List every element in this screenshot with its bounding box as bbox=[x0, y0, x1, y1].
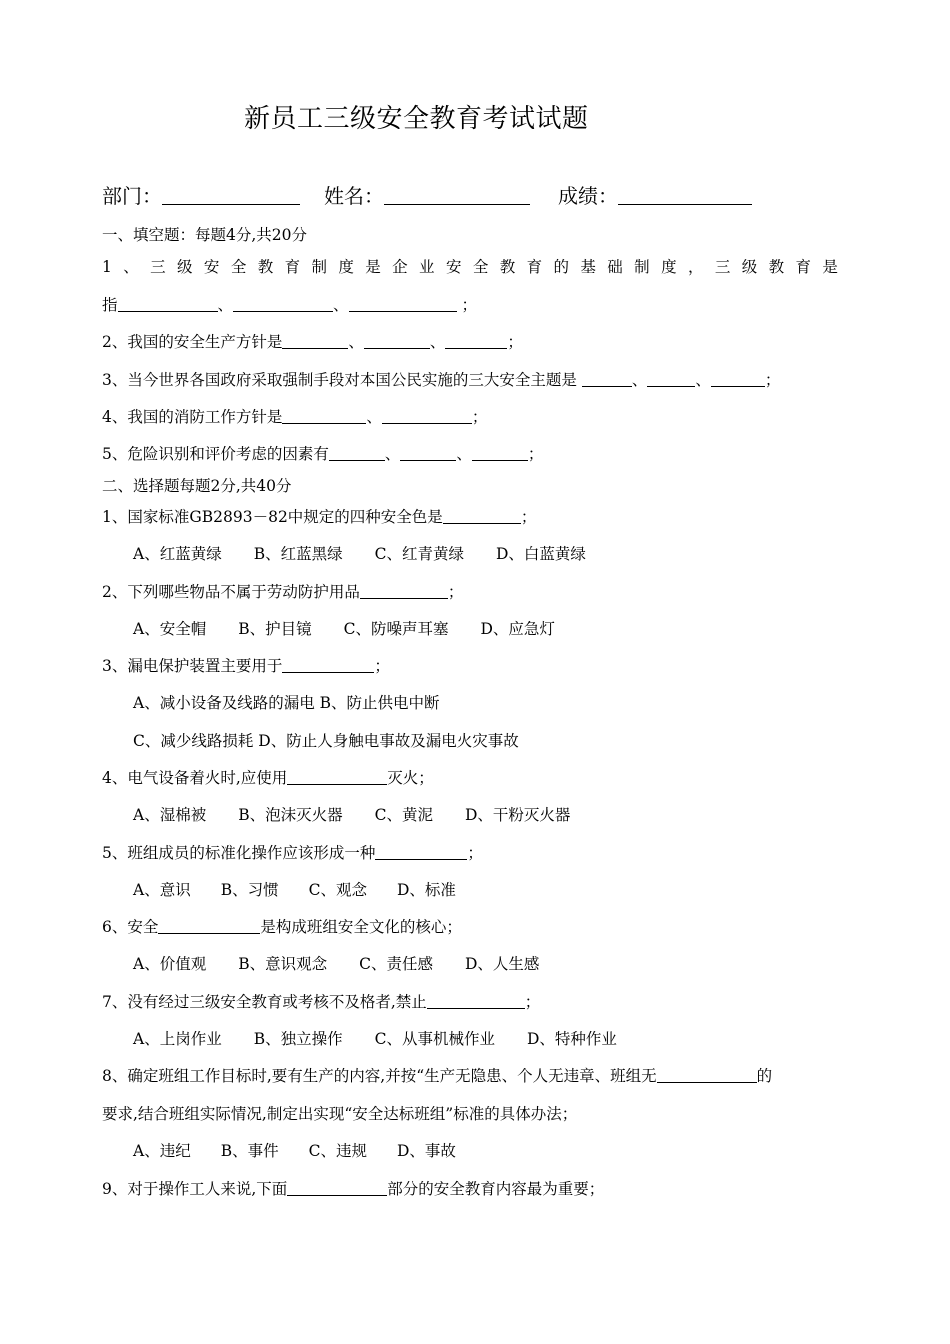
page-title: 新员工三级安全教育考试试题 bbox=[244, 104, 589, 134]
answer-blank[interactable] bbox=[158, 918, 260, 934]
s2-q8-line1: 8、确定班组工作目标时,要有生产的内容,并按“生产无隐患、个人无违章、班组无 的 bbox=[102, 1067, 773, 1085]
s2-q1-options bbox=[133, 544, 586, 564]
option-c[interactable]: C、黄泥 bbox=[374, 806, 433, 824]
s1-q1-line2: 指 、 、 ； bbox=[102, 296, 477, 314]
option-a[interactable]: A、上岗作业 bbox=[133, 1030, 222, 1048]
s2-q4-options bbox=[133, 805, 570, 825]
s2-q2: 2、下列哪些物品不属于劳动防护用品 ； bbox=[102, 583, 464, 601]
s1-q1-line1: 1 、 三 级 安 全 教 育 制 度 是 企 业 安 全 教 育 的 基 础 制 度 ， 三 级 教 育 是 bbox=[102, 258, 838, 276]
s2-q1: 1、国家标准GB2893－82中规定的四种安全色是 ； bbox=[102, 508, 537, 526]
answer-blank[interactable] bbox=[427, 993, 525, 1009]
option-a[interactable]: A、意识 bbox=[133, 881, 191, 899]
s2-q8-options bbox=[133, 1141, 456, 1161]
score-field bbox=[558, 180, 752, 209]
s2-q3-options-line2[interactable]: C、减少线路损耗 D、防止人身触电事故及漏电火灾事故 bbox=[133, 732, 519, 750]
option-b[interactable]: B、事件 bbox=[220, 1142, 279, 1160]
answer-blank[interactable] bbox=[472, 445, 528, 461]
option-b[interactable]: B、独立操作 bbox=[253, 1030, 343, 1048]
dept-blank[interactable] bbox=[162, 184, 300, 205]
answer-blank[interactable] bbox=[657, 1067, 757, 1083]
s2-q7: 7、没有经过三级安全教育或考核不及格者,禁止 ； bbox=[102, 993, 541, 1011]
s2-q3-options-line1[interactable]: A、减小设备及线路的漏电 B、防止供电中断 bbox=[133, 694, 440, 712]
option-b[interactable]: B、护目镜 bbox=[238, 620, 312, 638]
answer-blank[interactable] bbox=[329, 445, 385, 461]
dept-label: 部门： bbox=[102, 184, 162, 208]
section2-heading: 二、选择题每题2分,共40分 bbox=[102, 477, 292, 495]
answer-blank[interactable] bbox=[282, 333, 348, 349]
answer-blank[interactable] bbox=[233, 296, 333, 312]
s1-q3: 3、当今世界各国政府采取强制手段对本国公民实施的三大安全主题是 、 、 ； bbox=[102, 371, 781, 389]
option-b[interactable]: B、意识观念 bbox=[238, 955, 328, 973]
answer-blank[interactable] bbox=[287, 1180, 387, 1196]
name-blank[interactable] bbox=[384, 184, 530, 205]
s2-q7-options bbox=[133, 1029, 617, 1049]
s2-q6: 6、安全 是构成班组安全文化的核心； bbox=[102, 918, 462, 936]
answer-blank[interactable] bbox=[582, 371, 632, 387]
section1-heading: 一、填空题：每题4分,共20分 bbox=[102, 226, 308, 244]
option-c[interactable]: C、防噪声耳塞 bbox=[343, 620, 449, 638]
s1-q4: 4、我国的消防工作方针是 、 ； bbox=[102, 408, 488, 426]
option-d[interactable]: D、应急灯 bbox=[480, 620, 555, 638]
option-a[interactable]: A、价值观 bbox=[133, 955, 207, 973]
option-d[interactable]: D、人生感 bbox=[464, 955, 540, 973]
option-c[interactable]: C、从事机械作业 bbox=[374, 1030, 495, 1048]
answer-blank[interactable] bbox=[443, 508, 521, 524]
option-b[interactable]: B、泡沫灭火器 bbox=[238, 806, 343, 824]
s2-q2-options bbox=[133, 619, 555, 639]
option-a[interactable]: A、红蓝黄绿 bbox=[133, 545, 222, 563]
s2-q4: 4、电气设备着火时,应使用 灭火； bbox=[102, 769, 434, 787]
s2-q5: 5、班组成员的标准化操作应该形成一种 ； bbox=[102, 844, 483, 862]
option-d[interactable]: D、特种作业 bbox=[526, 1030, 617, 1048]
s2-q6-options bbox=[133, 954, 539, 974]
answer-blank[interactable] bbox=[364, 333, 430, 349]
answer-blank[interactable] bbox=[647, 371, 695, 387]
option-d[interactable]: D、白蓝黄绿 bbox=[495, 545, 586, 563]
answer-blank[interactable] bbox=[287, 769, 387, 785]
option-b[interactable]: B、红蓝黑绿 bbox=[253, 545, 343, 563]
answer-blank[interactable] bbox=[711, 371, 765, 387]
s2-q5-options bbox=[133, 880, 456, 900]
option-c[interactable]: C、红青黄绿 bbox=[374, 545, 464, 563]
option-a[interactable]: A、安全帽 bbox=[133, 620, 207, 638]
answer-blank[interactable] bbox=[282, 408, 366, 424]
option-d[interactable]: D、事故 bbox=[396, 1142, 456, 1160]
answer-blank[interactable] bbox=[282, 657, 374, 673]
option-c[interactable]: C、违规 bbox=[308, 1142, 367, 1160]
answer-blank[interactable] bbox=[118, 296, 218, 312]
s1-q2: 2、我国的安全生产方针是 、 、 ； bbox=[102, 333, 523, 351]
score-blank[interactable] bbox=[618, 184, 752, 205]
s1-q5: 5、危险识别和评价考虑的因素有 、 、 ； bbox=[102, 445, 544, 463]
answer-blank[interactable] bbox=[382, 408, 472, 424]
answer-blank[interactable] bbox=[375, 844, 467, 860]
name-label: 姓名： bbox=[324, 184, 384, 208]
answer-blank[interactable] bbox=[360, 583, 448, 599]
score-label: 成绩： bbox=[558, 184, 618, 208]
option-c[interactable]: C、责任感 bbox=[359, 955, 433, 973]
option-c[interactable]: C、观念 bbox=[308, 881, 367, 899]
name-field bbox=[324, 180, 530, 209]
answer-blank[interactable] bbox=[445, 333, 507, 349]
option-d[interactable]: D、标准 bbox=[396, 881, 456, 899]
s2-q3: 3、漏电保护装置主要用于 ； bbox=[102, 657, 390, 675]
option-a[interactable]: A、违纪 bbox=[133, 1142, 191, 1160]
option-b[interactable]: B、习惯 bbox=[220, 881, 279, 899]
dept-field bbox=[102, 180, 300, 209]
s2-q8-line2: 要求,结合班组实际情况,制定出实现“安全达标班组”标准的具体办法； bbox=[102, 1105, 578, 1123]
answer-blank[interactable] bbox=[400, 445, 456, 461]
answer-blank[interactable] bbox=[349, 296, 457, 312]
s2-q9: 9、对于操作工人来说,下面 部分的安全教育内容最为重要； bbox=[102, 1180, 605, 1198]
option-d[interactable]: D、干粉灭火器 bbox=[464, 806, 571, 824]
option-a[interactable]: A、湿棉被 bbox=[133, 806, 207, 824]
